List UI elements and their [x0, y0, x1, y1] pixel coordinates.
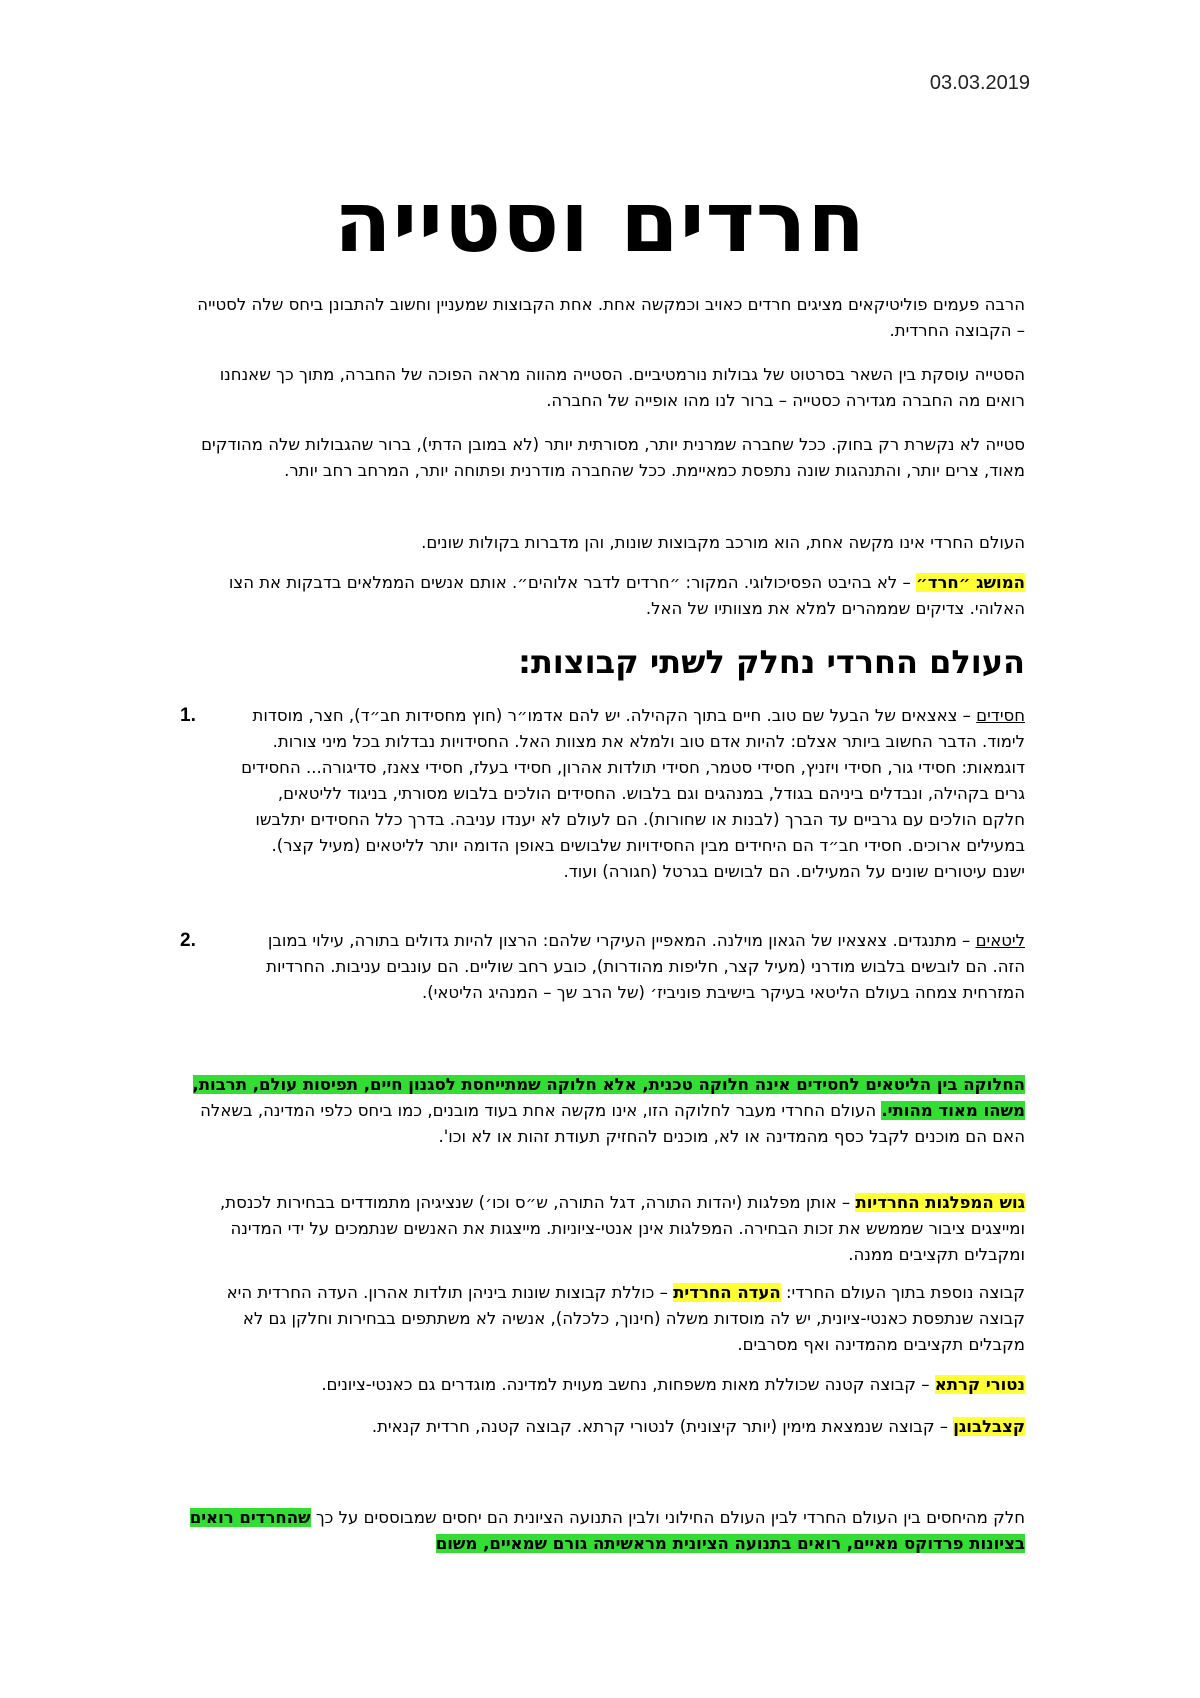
intro-paragraph-3: סטייה לא נקשרת רק בחוק. ככל שחברה שמרנית יותר, מסורתית יותר (לא במובן הדתי), ברור שהגבולות שלה מהודקים מאוד, צרים יותר, והתנהגות שונה נתפסת כמאיימת. ככל שהחברה מודרנית ופתוחה יותר, המרחב רחב יותר.	[201, 435, 1025, 480]
intro-paragraph-2: הסטייה עוסקת בין השאר בסרטוט של גבולות נורמטיביים. הסטייה מהווה מראה הפוכה של החברה, מתוך כך שאנחנו רואים מה החברה מגדירה כסטייה – ברור לנו מהו אופייה של החברה.	[219, 365, 1025, 410]
highlight-eda: העדה החרדית	[673, 1283, 781, 1302]
highlight-kanaim: קצבלבוגן	[953, 1417, 1025, 1436]
section-heading: העולם החרדי נחלק לשתי קבוצות:	[518, 643, 1025, 681]
highlight-term-hared: המושג ״חרד״	[916, 573, 1025, 592]
term-litaim: ליטאים	[975, 931, 1025, 950]
division-paragraph	[185, 1072, 1025, 1150]
intro-paragraph-1: הרבה פעמים פוליטיקאים מציגים חרדים כאויב וכמקשה אחת. אחת הקבוצות שמעניין וחשוב להתבונן ביחס שלה לסטייה – הקבוצה החרדית.	[197, 295, 1025, 340]
list-item-hasidim	[235, 703, 1025, 885]
hasidim-description: – צאצאים של הבעל שם טוב. חיים בתוך הקהילה. יש להם אדמו״ר (חוץ מחסידות חב״ד), חצר, מוסדות לימוד. הדבר החשוב ביותר אצלם: להיות אדם טוב ולמלא את מצוות האל. החסידויות נבדלות בכל מיני צורות. דוגמאות: חסידי גור, חסידי ויזניץ, חסידי סטמר, חסידי תולדות אהרון, חסידי בעלז, חסידי צאנז, סדיגורה... החסידים גרים בקהילה, ונבדלים ביניהם בגודל, במנהגים וגם בלבוש. החסידים הולכים בלבוש מסורתי, בניגוד לליטאים, חלקם הולכים עם גרביים עד הברך (לבנות או שחורות). הם לעולם לא יענדו עניבה. בדרך כלל החסידים יתלבשו במעילים ארוכים. חסידי חב״ד הם היחידים מבין החסידויות שלבושים באופן הדומה יותר לליטאים (מעיל קצר). ישנם עיטורים שונים על המעילים. הם לבושים בגרטל (חגורה) ועוד.	[241, 706, 1025, 881]
closing-text: חלק מהיחסים בין העולם החרדי לבין העולם החילוני ולבין התנועה הציונית הם יחסים שמבוססים על כך	[310, 1508, 1025, 1527]
intro-paragraph-5	[185, 570, 1025, 622]
neturei-paragraph	[185, 1372, 1025, 1398]
intro-paragraph-4: העולם החרדי אינו מקשה אחת, הוא מורכב מקבוצות שונות, והן מדברות בקולות שונים.	[421, 533, 1025, 552]
highlight-parties: גוש המפלגות החרדיות	[855, 1193, 1025, 1212]
eda-intro: קבוצה נוספת בתוך העולם החרדי:	[780, 1283, 1025, 1302]
intro-paragraph-5-text: – לא בהיבט הפסיכולוגי. המקור: ״חרדים לדבר אלוהים״. אותם אנשים הממלאים בדבקות את הצו האלוהי. צדיקים שממהרים למלא את מצוותיו של האל.	[228, 573, 1025, 618]
parties-paragraph	[185, 1190, 1025, 1268]
neturei-text: – קבוצה קטנה שכוללת מאות משפחות, נחשב מעוית למדינה. מוגדרים גם כאנטי-ציונים.	[321, 1375, 935, 1394]
closing-paragraph	[185, 1505, 1025, 1557]
document-date: 03.03.2019	[929, 72, 1030, 94]
highlight-division: החלוקה בין הליטאים לחסידים אינה חלוקה טכנית, אלא חלוקה שמתייחסת לסגנון חיים, תפיסות עולם, תרבות, משהו מאוד מהותי.	[192, 1075, 1025, 1120]
list-number-2: 2.	[180, 930, 196, 951]
eda-paragraph	[185, 1280, 1025, 1358]
highlight-neturei: נטורי קרתא	[934, 1375, 1025, 1394]
list-item-litaim	[235, 928, 1025, 1006]
kanaim-text: – קבוצה שנמצאת מימין (יותר קיצונית) לנטורי קרתא. קבוצה קטנה, חרדית קנאית.	[371, 1417, 954, 1436]
litaim-description: – מתנגדים. צאצאיו של הגאון מוילנה. המאפיין העיקרי שלהם: הרצון להיות גדולים בתורה, עילוי במובן הזה. הם לובשים בלבוש מודרני (מעיל קצר, חליפות מהודרות), כובע רחב שוליים. הם עונבים עניבות. החרדיות המזרחית צמחה בעולם הליטאי בעיקר בישיבת פוניביז׳ (של הרב שך – המנהיג הליטאי).	[266, 931, 1025, 1002]
list-number-1: 1.	[180, 705, 196, 726]
term-hasidim: חסידים	[976, 706, 1025, 725]
document-title: חרדים וסטייה	[333, 173, 867, 271]
eda-text: – כוללת קבוצות שונות ביניהן תולדות אהרון. העדה החרדית היא קבוצה שנתפסת כאנטי-ציונית, יש לה מוסדות משלה (חינוך, כלכלה), אנשיה לא משתתפים בבחירות וחלקן גם לא מקבלים תקציבים מהמדינה ואף מסרבים.	[226, 1283, 1025, 1354]
parties-text: – אותן מפלגות (יהדות התורה, דגל התורה, ש״ס וכו׳) שנציגיהן מתמודדים בבחירות לכנסת, ומייצגים ציבור שממשש את זכות הבחירה. המפלגות אינן אנטי-ציוניות. מייצגות את האנשים שנתמכים על ידי המדינה ומקבלים תקציבים ממנה.	[220, 1193, 1025, 1264]
division-text: העולם החרדי מעבר לחלוקה הזו, אינו מקשה אחת בעוד מובנים, כמו ביחס כלפי המדינה, בשאלה האם הם מוכנים לקבל כסף מהמדינה או לא, מוכנים להחזיק תעודת זהות או לא וכו'.	[200, 1101, 1025, 1146]
kanaim-paragraph	[185, 1414, 1025, 1440]
highlight-closing: שהחרדים רואים בציונות פרדוקס מאיים, רואים בתנועה הציונית מראשיתה גורם שמאיים, משום	[189, 1508, 1025, 1553]
